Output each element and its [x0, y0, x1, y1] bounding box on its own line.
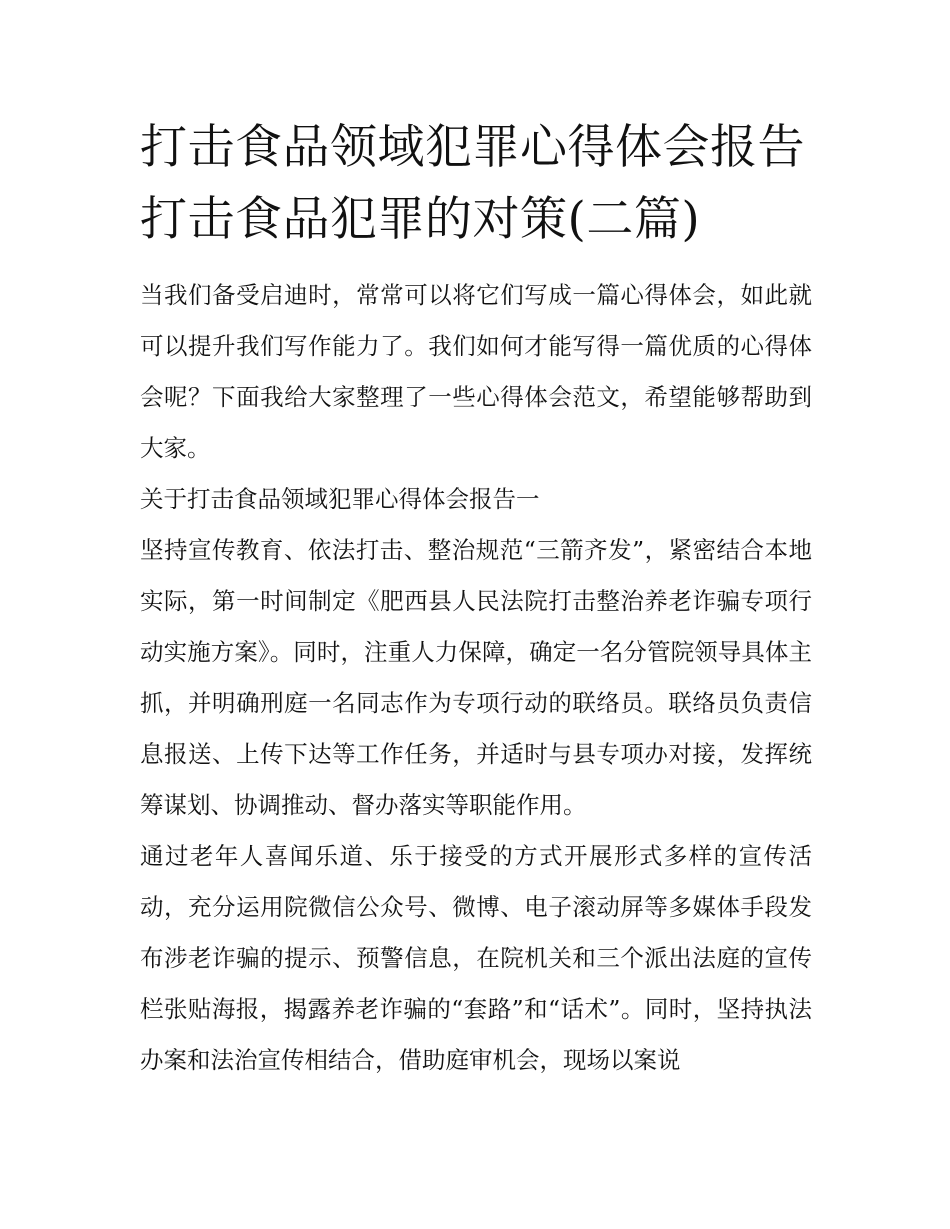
section-heading: 关于打击食品领域犯罪心得体会报告一: [140, 485, 540, 513]
intro-paragraph: 当我们备受启迪时，常常可以将它们写成一篇心得体会，如此就可以提升我们写作能力了。我们如何才能写得一篇优质的心得体会呢？下面我给大家整理了一些心得体会范文，希望能够帮助到大家。: [140, 281, 812, 462]
document-page: [140, 112, 812, 1086]
body-paragraph: 通过老年人喜闻乐道、乐于接受的方式开展形式多样的宣传活动，充分运用院微信公众号、微博、电子滚动屏等多媒体手段发布涉老诈骗的提示、预警信息，在院机关和三个派出法庭的宣传栏张贴海报，揭露养老诈骗的“套路”和“话术”。同时，坚持执法办案和法治宣传相结合，借助庭审机会，现场以案说: [140, 842, 812, 1074]
body-paragraph: 坚持宣传教育、依法打击、整治规范“三箭齐发”，紧密结合本地实际，第一时间制定《肥西县人民法院打击整治养老诈骗专项行动实施方案》。同时，注重人力保障，确定一名分管院领导具体主抓，并明确刑庭一名同志作为专项行动的联络员。联络员负责信息报送、上传下达等工作任务，并适时与县专项办对接，发挥统筹谋划、协调推动、督办落实等职能作用。: [140, 536, 812, 819]
document-title: 打击食品领域犯罪心得体会报告 打击食品犯罪的对策(二篇): [140, 120, 805, 247]
